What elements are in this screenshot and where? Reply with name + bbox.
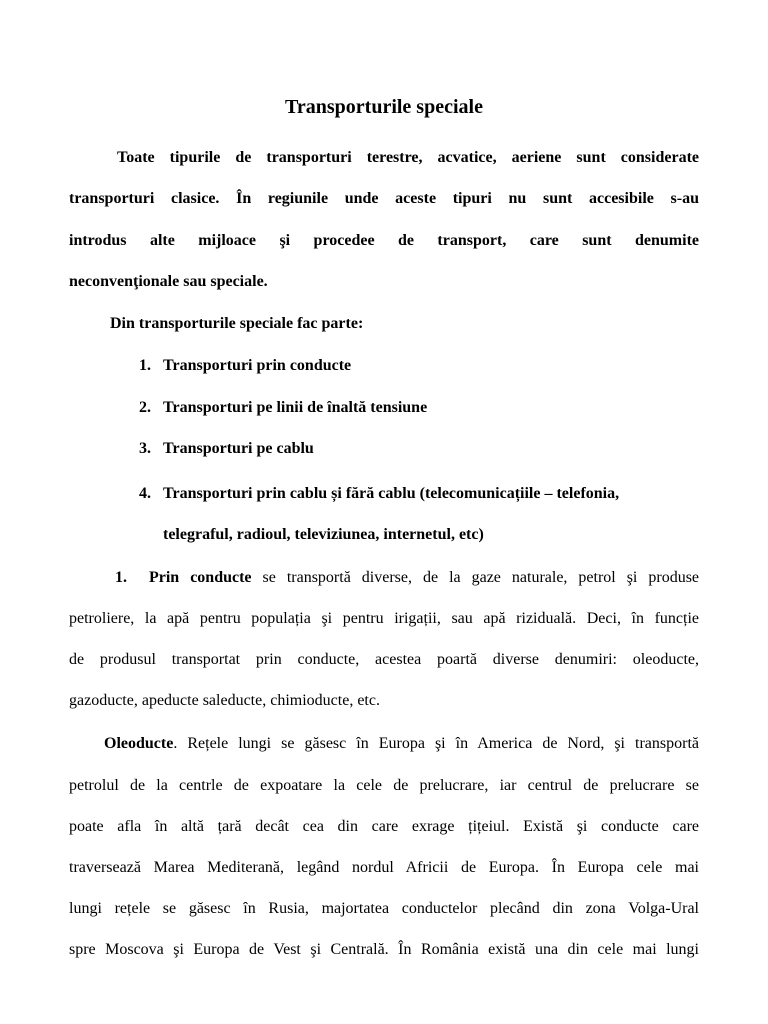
list-number: 1.: [139, 357, 151, 374]
section1-first-rest: se transportă diverse, de la gaze naturale, petrol şi produse: [251, 569, 700, 586]
intro-line-2: transporturi clasice. În regiunile unde aceste tipuri nu sunt accesibile s-au: [69, 190, 699, 207]
list-item-3: [139, 438, 699, 460]
list-text: Transporturi prin conducte: [163, 357, 352, 374]
intro-line-4: neconvenţionale sau speciale.: [69, 273, 268, 290]
section1-line-4: gazoducte, apeducte saleducte, chimioducte, etc.: [69, 692, 380, 709]
oleoducte-line-1: [69, 733, 699, 755]
section1-line-3: de produsul transportat prin conducte, acestea poartă diverse denumiri: oleoducte,: [69, 651, 699, 668]
page-title: Transporturile speciale: [285, 96, 483, 118]
oleoducte-line-2: petrolul de la centrle de expoatare la cele de prelucrare, iar centrul de prelucrare se: [69, 777, 699, 794]
list-item-2: [139, 397, 699, 419]
list-item-4: [139, 483, 699, 505]
list-number: 2.: [139, 399, 151, 416]
section1-number: 1.: [115, 569, 127, 586]
list-text: Transporturi pe cablu: [163, 440, 314, 457]
list-item-4-continuation: telegraful, radioul, televiziunea, internetul, etc): [163, 526, 484, 543]
list-intro: Din transporturile speciale fac parte:: [110, 315, 364, 332]
intro-line-1: Toate tipurile de transporturi terestre, acvatice, aeriene sunt considerate: [117, 149, 699, 166]
section1-line-1: [69, 567, 699, 589]
oleoducte-line-6: spre Moscova şi Europa de Vest şi Centrală. În România există una din cele mai lungi: [69, 941, 699, 958]
list-item-1: [139, 355, 699, 377]
list-text: Transporturi prin cablu și fără cablu (telecomunicațiile – telefonia,: [163, 485, 620, 502]
oleoducte-line-5: lungi rețele se găsesc în Rusia, majortatea conductelor plecând din zona Volga-Ural: [69, 900, 699, 917]
list-text: Transporturi pe linii de înaltă tensiune: [163, 399, 428, 416]
intro-line-3: introdus alte mijloace şi procedee de transport, care sunt denumite: [69, 232, 699, 249]
oleoducte-first-rest: . Rețele lungi se găsesc în Europa şi în America de Nord, şi transportă: [173, 735, 699, 752]
section1-lead: Prin conducte: [148, 569, 252, 586]
section1-line-2: petroliere, la apă pentru populația şi pentru irigații, sau apă riziduală. Deci, în funcție: [69, 610, 699, 627]
oleoducte-lead: Oleoducte: [104, 735, 174, 752]
oleoducte-line-3: poate afla în altă țară decât cea din care exrage țițeiul. Există şi conducte care: [69, 818, 699, 835]
list-number: 3.: [139, 440, 151, 457]
list-number: 4.: [139, 485, 151, 502]
oleoducte-line-4: traversează Marea Mediterană, legând nordul Africii de Europa. În Europa cele mai: [69, 859, 699, 876]
